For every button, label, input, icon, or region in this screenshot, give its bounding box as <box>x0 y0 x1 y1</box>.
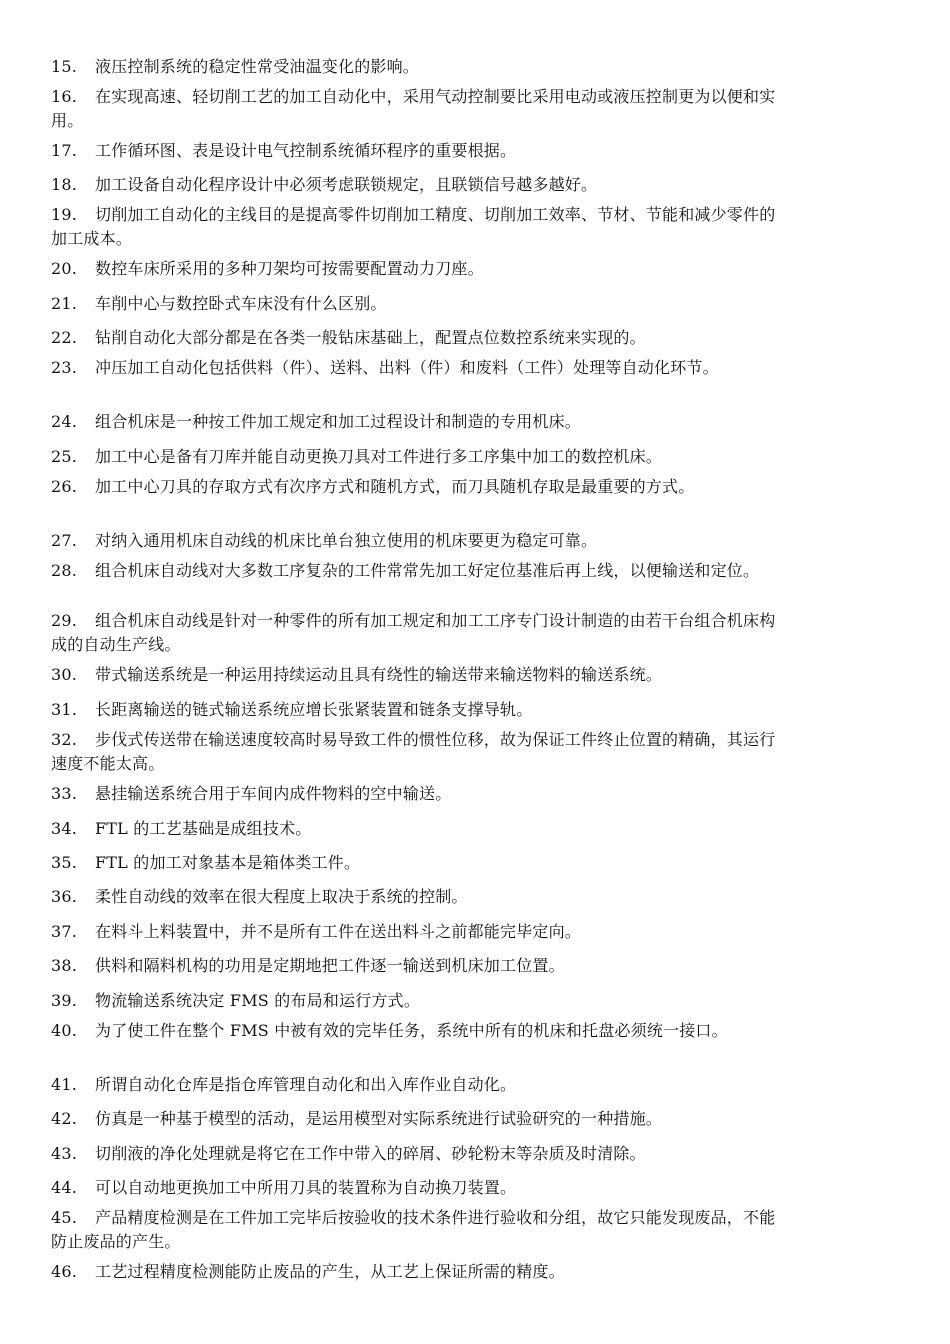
list-item <box>51 1107 786 1131</box>
list-item <box>51 139 786 163</box>
item-number: 22. <box>51 328 78 347</box>
item-number: 37. <box>51 922 78 941</box>
list-item <box>51 920 786 944</box>
list-item <box>51 851 786 875</box>
item-text: 步伐式传送带在输送速度较高时易导致工件的惯性位移，故为保证工件终止位置的精确，其运行速度不能太高。 <box>51 730 776 773</box>
item-number: 46. <box>51 1262 78 1281</box>
item-number: 15. <box>51 57 78 76</box>
list-item <box>51 85 786 133</box>
item-text: 带式输送系统是一种运用持续运动且具有绕性的输送带来输送物料的输送系统。 <box>95 665 663 684</box>
item-text: 悬挂输送系统合用于车间内成件物料的空中输送。 <box>95 784 452 803</box>
item-number: 42. <box>51 1109 78 1128</box>
item-number: 20. <box>51 259 78 278</box>
list-item <box>51 817 786 841</box>
item-text: 组合机床自动线是针对一种零件的所有加工规定和加工工序专门设计制造的由若干台组合机床构成的自动生产线。 <box>51 611 776 654</box>
item-number: 31. <box>51 700 78 719</box>
item-text: 在实现高速、轻切削工艺的加工自动化中，采用气动控制要比采用电动或液压控制更为以便和实用。 <box>51 87 776 130</box>
item-number: 21. <box>51 294 78 313</box>
item-number: 28. <box>51 561 78 580</box>
list-item <box>51 410 786 434</box>
item-number: 45. <box>51 1208 78 1227</box>
list-item <box>51 445 786 469</box>
item-text: 组合机床自动线对大多数工序复杂的工件常常先加工好定位基准后再上线，以便输送和定位。 <box>95 561 760 580</box>
item-number: 24. <box>51 412 78 431</box>
list-item <box>51 1142 786 1166</box>
item-text: 柔性自动线的效率在很大程度上取决于系统的控制。 <box>95 887 468 906</box>
item-number: 26. <box>51 477 78 496</box>
item-text: 为了使工件在整个 FMS 中被有效的完毕任务，系统中所有的机床和托盘必须统一接口。 <box>95 1021 728 1040</box>
item-text: FTL 的加工对象基本是箱体类工件。 <box>95 853 361 872</box>
list-item <box>51 885 786 909</box>
item-number: 30. <box>51 665 78 684</box>
item-text: 工艺过程精度检测能防止废品的产生，从工艺上保证所需的精度。 <box>95 1262 565 1281</box>
item-text: 组合机床是一种按工件加工规定和加工过程设计和制造的专用机床。 <box>95 412 582 431</box>
item-number: 33. <box>51 784 78 803</box>
item-text: 物流输送系统决定 FMS 的布局和运行方式。 <box>95 991 421 1010</box>
item-number: 27. <box>51 531 78 550</box>
item-number: 32. <box>51 730 78 749</box>
list-item <box>51 954 786 978</box>
list-item <box>51 1206 786 1254</box>
list-item <box>51 257 786 281</box>
item-text: 加工中心是备有刀库并能自动更换刀具对工件进行多工序集中加工的数控机床。 <box>95 447 663 466</box>
item-text: 可以自动地更换加工中所用刀具的装置称为自动换刀装置。 <box>95 1178 517 1197</box>
item-text: 冲压加工自动化包括供料（件）、送料、出料（件）和废料（工件）处理等自动化环节。 <box>95 358 719 377</box>
list-item <box>51 782 786 806</box>
item-number: 44. <box>51 1178 78 1197</box>
list-item <box>51 326 786 350</box>
item-text: 车削中心与数控卧式车床没有什么区别。 <box>95 294 387 313</box>
list-item <box>51 55 786 79</box>
item-number: 19. <box>51 205 78 224</box>
item-text: 钻削自动化大部分都是在各类一般钻床基础上，配置点位数控系统来实现的。 <box>95 328 646 347</box>
item-number: 18. <box>51 175 78 194</box>
item-number: 36. <box>51 887 78 906</box>
item-text: 数控车床所采用的多种刀架均可按需要配置动力刀座。 <box>95 259 484 278</box>
item-number: 23. <box>51 358 78 377</box>
item-number: 41. <box>51 1075 78 1094</box>
item-text: 长距离输送的链式输送系统应增长张紧装置和链条支撑导轨。 <box>95 700 533 719</box>
list-item <box>51 1176 786 1200</box>
item-text: 对纳入通用机床自动线的机床比单台独立使用的机床要更为稳定可靠。 <box>95 531 598 550</box>
item-number: 25. <box>51 447 78 466</box>
item-text: 加工设备自动化程序设计中必须考虑联锁规定，且联锁信号越多越好。 <box>95 175 598 194</box>
item-text: 所谓自动化仓库是指仓库管理自动化和出入库作业自动化。 <box>95 1075 517 1094</box>
list-item <box>51 1260 786 1284</box>
item-text: 在料斗上料装置中，并不是所有工件在送出料斗之前都能完毕定向。 <box>95 922 582 941</box>
list-item <box>51 609 786 657</box>
list-item <box>51 475 786 499</box>
item-text: 切削加工自动化的主线目的是提高零件切削加工精度、切削加工效率、节材、节能和减少零件的加工成本。 <box>51 205 776 248</box>
list-item <box>51 173 786 197</box>
item-number: 35. <box>51 853 78 872</box>
item-text: 液压控制系统的稳定性常受油温变化的影响。 <box>95 57 420 76</box>
item-text: 切削液的净化处理就是将它在工作中带入的碎屑、砂轮粉末等杂质及时清除。 <box>95 1144 646 1163</box>
list-item <box>51 356 786 380</box>
item-number: 34. <box>51 819 78 838</box>
list-item <box>51 663 786 687</box>
list-item <box>51 529 786 553</box>
item-text: 工作循环图、表是设计电气控制系统循环程序的重要根据。 <box>95 141 517 160</box>
list-item <box>51 203 786 251</box>
item-number: 39. <box>51 991 78 1010</box>
item-text: 产品精度检测是在工件加工完毕后按验收的技术条件进行验收和分组，故它只能发现废品，不能防止废品的产生。 <box>51 1208 776 1251</box>
item-text: 仿真是一种基于模型的活动，是运用模型对实际系统进行试验研究的一种措施。 <box>95 1109 663 1128</box>
item-number: 16. <box>51 87 78 106</box>
item-text: FTL 的工艺基础是成组技术。 <box>95 819 312 838</box>
item-number: 38. <box>51 956 78 975</box>
list-item <box>51 698 786 722</box>
list-item <box>51 1073 786 1097</box>
item-text: 加工中心刀具的存取方式有次序方式和随机方式，而刀具随机存取是最重要的方式。 <box>95 477 695 496</box>
item-number: 29. <box>51 611 78 630</box>
item-number: 17. <box>51 141 78 160</box>
list-item <box>51 1019 786 1043</box>
item-number: 43. <box>51 1144 78 1163</box>
item-text: 供料和隔料机构的功用是定期地把工件逐一输送到机床加工位置。 <box>95 956 565 975</box>
list-item <box>51 292 786 316</box>
list-item <box>51 559 786 583</box>
list-item <box>51 728 786 776</box>
list-item <box>51 989 786 1013</box>
item-number: 40. <box>51 1021 78 1040</box>
